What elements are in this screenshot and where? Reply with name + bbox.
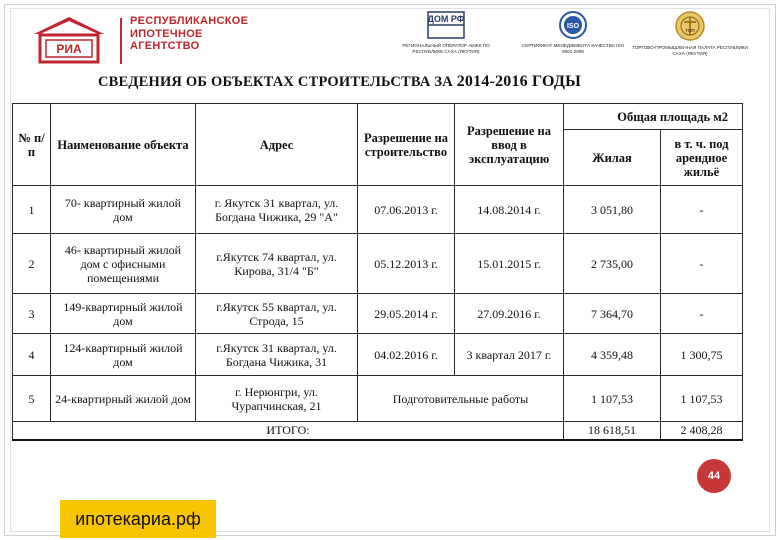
row-name: 124-квартирный жилой дом bbox=[51, 334, 196, 376]
row-name: 24-квартирный жилой дом bbox=[51, 376, 196, 422]
row-address: г. Нерюнгри, ул. Чурапчинская, 21 bbox=[196, 376, 358, 422]
table-row bbox=[13, 376, 743, 422]
row-area-living: 1 107,53 bbox=[564, 376, 661, 422]
row-num: 5 bbox=[13, 376, 51, 422]
col-header-area-group: Общая площадь м2 bbox=[564, 104, 743, 130]
row-area-rental: 1 107,53 bbox=[661, 376, 743, 422]
row-area-rental: - bbox=[661, 294, 743, 334]
agency-logo-icon bbox=[28, 14, 110, 64]
row-area-rental: - bbox=[661, 186, 743, 234]
row-permit-commission: 3 квартал 2017 г. bbox=[455, 334, 564, 376]
total-label: ИТОГО: bbox=[13, 422, 564, 440]
agency-name-line: АГЕНТСТВО bbox=[130, 40, 200, 52]
row-num: 3 bbox=[13, 294, 51, 334]
row-num: 1 bbox=[13, 186, 51, 234]
row-address: г. Якутск 31 квартал, ул. Богдана Чижика, 29 "А" bbox=[196, 186, 358, 234]
row-permit-build: 04.02.2016 г. bbox=[358, 334, 455, 376]
col-header-name: Наименование объекта bbox=[51, 104, 196, 186]
col-header-address: Адрес bbox=[196, 104, 358, 186]
iso-logo-icon bbox=[558, 10, 588, 40]
iso-mark-text: ISO bbox=[566, 23, 580, 30]
row-name: 46- квартирный жилой дом с офисными помещениями bbox=[51, 234, 196, 294]
row-area-living: 3 051,80 bbox=[564, 186, 661, 234]
page-title bbox=[98, 73, 581, 91]
col-header-permit-build: Разрешение на строительство bbox=[358, 104, 455, 186]
agency-name bbox=[130, 15, 248, 53]
title-years: 2014-2016 ГОДЫ bbox=[456, 73, 581, 90]
row-permit-commission: 15.01.2015 г. bbox=[455, 234, 564, 294]
partner-tpp bbox=[630, 10, 750, 56]
page-number-badge: 44 bbox=[697, 459, 731, 493]
site-url[interactable]: ипотекариа.рф bbox=[60, 500, 216, 538]
table-row bbox=[13, 294, 743, 334]
col-header-permit-commission: Разрешение на ввод в эксплуатацию bbox=[455, 104, 564, 186]
total-row bbox=[13, 422, 743, 440]
row-permit-commission: 14.08.2014 г. bbox=[455, 186, 564, 234]
total-area-rental: 2 408,28 bbox=[661, 422, 743, 440]
row-area-rental: - bbox=[661, 234, 743, 294]
header-row bbox=[13, 104, 743, 130]
row-address: г.Якутск 31 квартал, ул. Богдана Чижика, 31 bbox=[196, 334, 358, 376]
row-name: 70- квартирный жилой дом bbox=[51, 186, 196, 234]
domrf-mark-text: ДОМ РФ bbox=[427, 14, 465, 24]
row-permits-merged: Подготовительные работы bbox=[358, 376, 564, 422]
agency-name-line: РЕСПУБЛИКАНСКОЕ bbox=[130, 15, 249, 27]
partner-caption: ТОРГОВО-ПРОМЫШЛЕННАЯ ПАЛАТА РЕСПУБЛИКИ САХА (ЯКУТИЯ) bbox=[632, 45, 748, 56]
objects-table bbox=[12, 103, 743, 441]
row-permit-build: 07.06.2013 г. bbox=[358, 186, 455, 234]
row-num: 2 bbox=[13, 234, 51, 294]
row-permit-commission: 27.09.2016 г. bbox=[455, 294, 564, 334]
row-name: 149-квартирный жилой дом bbox=[51, 294, 196, 334]
logo-mark-text: РИА bbox=[56, 42, 82, 56]
row-area-rental: 1 300,75 bbox=[661, 334, 743, 376]
logo-separator bbox=[120, 18, 122, 64]
col-header-area-rental: в т. ч. под арендное жильё bbox=[661, 130, 743, 186]
tpp-mark-text: ТПП bbox=[685, 28, 695, 33]
tpp-emblem-icon bbox=[674, 10, 706, 42]
domrf-logo-icon bbox=[426, 10, 466, 40]
row-permit-build: 29.05.2014 г. bbox=[358, 294, 455, 334]
col-header-area-living: Жилая bbox=[564, 130, 661, 186]
row-area-living: 2 735,00 bbox=[564, 234, 661, 294]
col-header-num: № п/п bbox=[13, 104, 51, 186]
row-address: г.Якутск 74 квартал, ул. Кирова, 31/4 "Б" bbox=[196, 234, 358, 294]
table-row bbox=[13, 186, 743, 234]
row-address: г.Якутск 55 квартал, ул. Строда, 15 bbox=[196, 294, 358, 334]
partner-domrf bbox=[396, 10, 496, 54]
table-row bbox=[13, 334, 743, 376]
partner-caption: СЕРТИФИКАТ МЕНЕДЖМЕНТА КАЧЕСТВА ISO 9001:2008 bbox=[521, 43, 625, 54]
row-area-living: 7 364,70 bbox=[564, 294, 661, 334]
row-num: 4 bbox=[13, 334, 51, 376]
title-text: СВЕДЕНИЯ ОБ ОБЪЕКТАХ СТРОИТЕЛЬСТВА ЗА bbox=[98, 74, 457, 90]
partner-iso bbox=[518, 10, 628, 54]
row-area-living: 4 359,48 bbox=[564, 334, 661, 376]
table-row bbox=[13, 234, 743, 294]
partner-caption: РЕГИОНАЛЬНЫЙ ОПЕРАТОР АИЖК ПО РЕСПУБЛИКЕ САХА (ЯКУТИЯ) bbox=[402, 43, 490, 54]
total-area-living: 18 618,51 bbox=[564, 422, 661, 440]
agency-name-line: ИПОТЕЧНОЕ bbox=[130, 27, 203, 40]
row-permit-build: 05.12.2013 г. bbox=[358, 234, 455, 294]
